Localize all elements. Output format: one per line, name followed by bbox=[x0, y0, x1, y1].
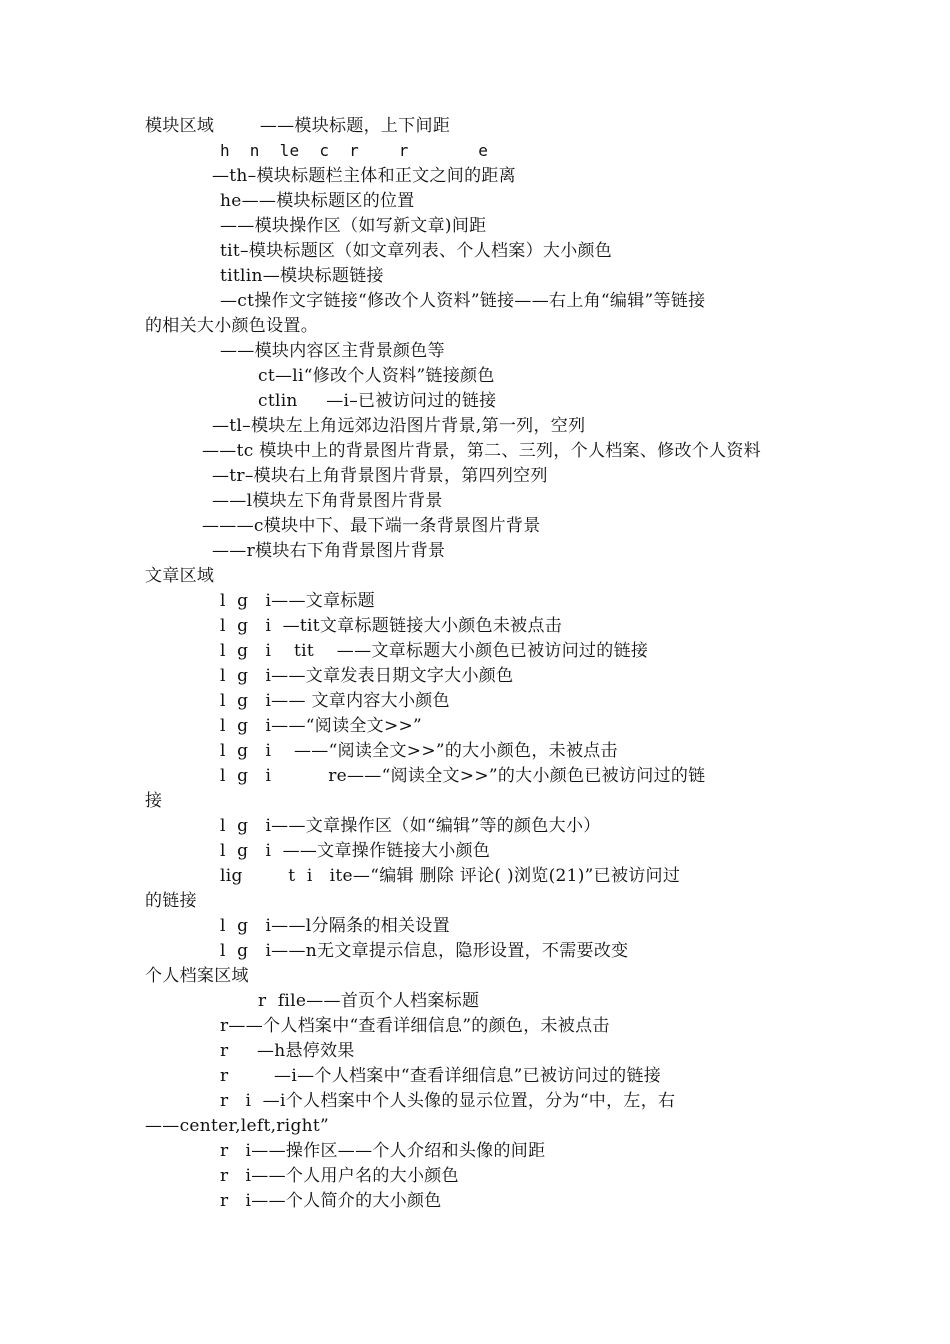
text-line: ——模块内容区主背景颜色等 bbox=[220, 341, 445, 361]
text-line: ——l模块左下角背景图片背景 bbox=[212, 491, 443, 511]
text-line: 接 bbox=[145, 791, 163, 811]
text-line: ———c模块中下、最下端一条背景图片背景 bbox=[202, 516, 541, 536]
text-line: l g i—— 文章内容大小颜色 bbox=[220, 691, 450, 711]
text-line: ——tc 模块中上的背景图片背景，第二、三列，个人档案、修改个人资料 bbox=[202, 441, 761, 461]
text-line: r i——个人用户名的大小颜色 bbox=[220, 1166, 459, 1186]
text-line: l g i re——“阅读全文>>”的大小颜色已被访问过的链 bbox=[220, 766, 706, 786]
text-line: l g i——文章标题 bbox=[220, 591, 375, 611]
text-line: ——center,left,right” bbox=[145, 1116, 330, 1136]
text-line: 的相关大小颜色设置。 bbox=[145, 316, 318, 336]
text-line: ——模块操作区（如写新文章)间距 bbox=[220, 216, 487, 236]
text-line: l g i ——“阅读全文>>”的大小颜色，未被点击 bbox=[220, 741, 618, 761]
text-line: —tl–模块左上角远郊边沿图片背景,第一列，空列 bbox=[212, 416, 586, 436]
text-line: —ct操作文字链接“修改个人资料”链接——右上角“编辑”等链接 bbox=[220, 291, 706, 311]
text-line: tit–模块标题区（如文章列表、个人档案）大小颜色 bbox=[220, 241, 613, 261]
section-heading: 个人档案区域 bbox=[145, 966, 249, 986]
text-line: r —h悬停效果 bbox=[220, 1041, 355, 1061]
text-line: r——个人档案中“查看详细信息”的颜色，未被点击 bbox=[220, 1016, 610, 1036]
text-line: titlin—模块标题链接 bbox=[220, 266, 384, 286]
text-line: r i —i个人档案中个人头像的显示位置，分为“中，左，右 bbox=[220, 1091, 676, 1111]
text-line: ct—li“修改个人资料”链接颜色 bbox=[258, 366, 495, 386]
text-line: l g i——l分隔条的相关设置 bbox=[220, 916, 450, 936]
text-line: l g i——文章发表日期文字大小颜色 bbox=[220, 666, 514, 686]
text-line: r file——首页个人档案标题 bbox=[258, 991, 480, 1011]
text-line: he——模块标题区的位置 bbox=[220, 191, 415, 211]
text-line: —tr–模块右上角背景图片背景，第四列空列 bbox=[212, 466, 548, 486]
text-line: —th–模块标题栏主体和正文之间的距离 bbox=[212, 166, 516, 186]
text-line: l g i——文章操作区（如“编辑”等的颜色大小） bbox=[220, 816, 601, 836]
text-line: ctlin —i–已被访问过的链接 bbox=[258, 391, 497, 411]
text-line: l g i——n无文章提示信息，隐形设置，不需要改变 bbox=[220, 941, 629, 961]
text-line: ——r模块右下角背景图片背景 bbox=[212, 541, 446, 561]
text-line: l g i——“阅读全文>>” bbox=[220, 716, 423, 736]
section-heading: 文章区域 bbox=[145, 566, 215, 586]
text-line: l g i —tit文章标题链接大小颜色未被点击 bbox=[220, 616, 563, 636]
text-line: h n le c r r e bbox=[220, 141, 489, 160]
text-line: l g i ——文章操作链接大小颜色 bbox=[220, 841, 491, 861]
text-line: r —i—个人档案中“查看详细信息”已被访问过的链接 bbox=[220, 1066, 662, 1086]
text-line: r i——操作区——个人介绍和头像的间距 bbox=[220, 1141, 546, 1161]
text-line: r i——个人简介的大小颜色 bbox=[220, 1191, 442, 1211]
text-line: lig t i ite—“编辑 删除 评论( )浏览(21)”已被访问过 bbox=[220, 866, 681, 886]
text-line: l g i tit ——文章标题大小颜色已被访问过的链接 bbox=[220, 641, 649, 661]
text-line: 的链接 bbox=[145, 891, 197, 911]
text-line: 模块区域 ——模块标题，上下间距 bbox=[145, 116, 451, 136]
